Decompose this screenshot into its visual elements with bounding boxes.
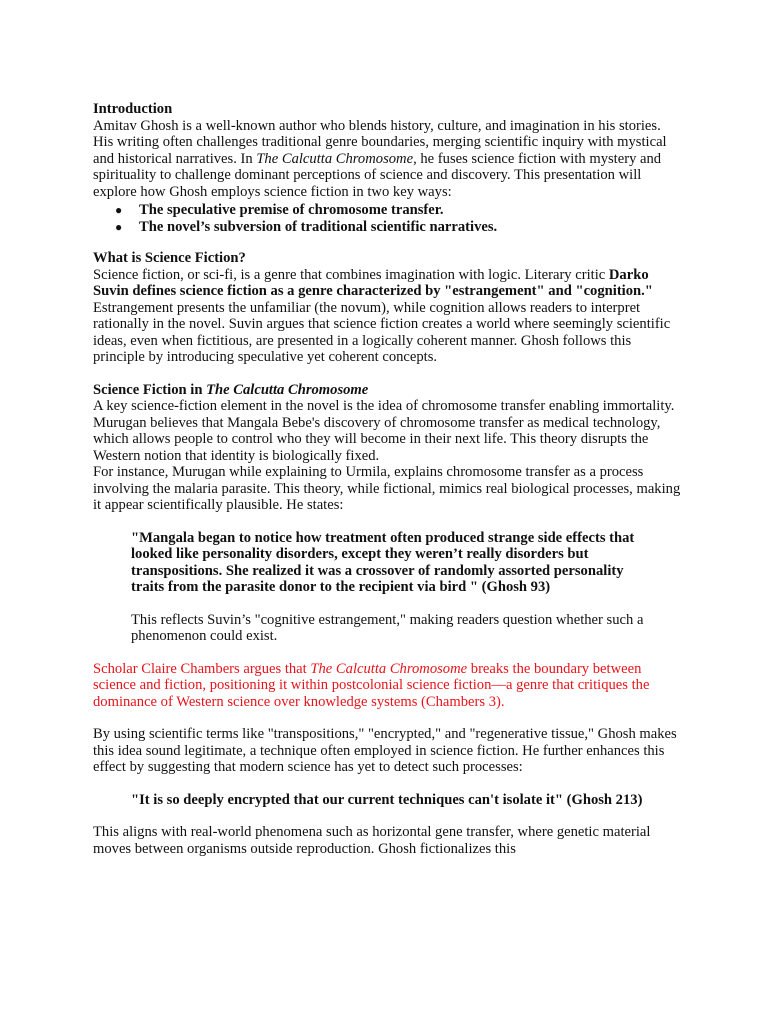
book-title: The Calcutta Chromosome	[256, 150, 414, 167]
sfcc-heading	[93, 382, 683, 399]
gene-transfer-paragraph: This aligns with real-world phenomena such as horizontal gene transfer, where genetic material moves between organisms outside reproduction. Ghosh fictionalizes this	[93, 824, 651, 857]
chambers-text-end: breaks the boundary between science and fiction, positioning it within postcolonial science fiction—a genre that critiques the dominance of Western science over knowledge systems (Chambers 3).	[93, 660, 650, 710]
bullet-icon: ●	[115, 203, 123, 217]
chambers-text-start: Scholar Claire Chambers argues that	[93, 660, 311, 677]
bullet-icon: ●	[115, 220, 123, 234]
document-page	[93, 101, 683, 857]
block-quote: "It is so deeply encrypted that our current techniques can't isolate it" (Ghosh 213)	[131, 791, 643, 808]
list-item	[93, 202, 683, 219]
intro-text-start: Amitav Ghosh is a well-known author who blends history, culture, and imagination in his stories. His writing often challenges traditional genre boundaries, merging scientific inquiry with mystical and historical narratives. In	[93, 117, 667, 167]
list-item	[93, 219, 683, 236]
chambers-paragraph	[93, 661, 683, 711]
sfcc-heading-title: The Calcutta Chromosome	[206, 381, 369, 398]
suvin-definition: Darko Suvin defines science fiction as a genre characterized by "estrangement" and "cognition."	[93, 266, 653, 299]
intro-heading: Introduction	[93, 101, 173, 117]
sfcc-paragraph-1: A key science-fiction element in the novel is the idea of chromosome transfer enabling immortality. Murugan believes that Mangala Bebe's discovery of chromosome transfer as medical technology, which allows people to control who they will become in their next life. This theory disrupts the Western notion that identity is biologically fixed.	[93, 398, 675, 464]
chambers-book-title: The Calcutta Chromosome	[310, 660, 468, 677]
list-item-text: The novel’s subversion of traditional scientific narratives.	[139, 219, 498, 235]
terms-paragraph: By using scientific terms like "transpositions," "encrypted," and "regenerative tissue," Ghosh makes this idea sound legitimate, a technique often employed in science fiction. He further enhances this effect by suggesting that modern science has yet to detect such processes:	[93, 726, 677, 775]
sf-text-start: Science fiction, or sci-fi, is a genre that combines imagination with logic. Literary critic	[93, 266, 609, 283]
quote-commentary: This reflects Suvin’s "cognitive estrangement," making readers question whether such a phenomenon could exist.	[131, 611, 644, 644]
key-points-list	[93, 202, 683, 236]
sfcc-heading-text: Science Fiction in	[93, 381, 207, 398]
block-quote: "Mangala began to notice how treatment often produced strange side effects that looked like personality disorders, except they weren’t really disorders but transpositions. She realized it was a crossover of randomly assorted personality traits from the parasite donor to the recipient via bird " (Ghosh 93)	[131, 529, 635, 595]
intro-paragraph	[93, 118, 683, 201]
list-item-text: The speculative premise of chromosome transfer.	[139, 202, 444, 218]
sf-heading: What is Science Fiction?	[93, 250, 246, 266]
sf-paragraph	[93, 267, 683, 366]
sf-text-end: Estrangement presents the unfamiliar (the novum), while cognition allows readers to interpret rationally in the novel. Suvin argues that science fiction creates a world where seemingly scientific ideas, even when fictitious, are presented in a logically coherent manner. Ghosh follows this principle by introducing speculative yet coherent concepts.	[93, 299, 671, 365]
intro-text-end: , he fuses science fiction with mystery and spirituality to challenge dominant perceptions of science and discovery. This presentation will explore how Ghosh employs science fiction in two key ways:	[93, 150, 662, 200]
sfcc-paragraph-2: For instance, Murugan while explaining to Urmila, explains chromosome transfer as a process involving the malaria parasite. This theory, while fictional, mimics real biological processes, making it appear scientifically plausible. He states:	[93, 464, 681, 513]
